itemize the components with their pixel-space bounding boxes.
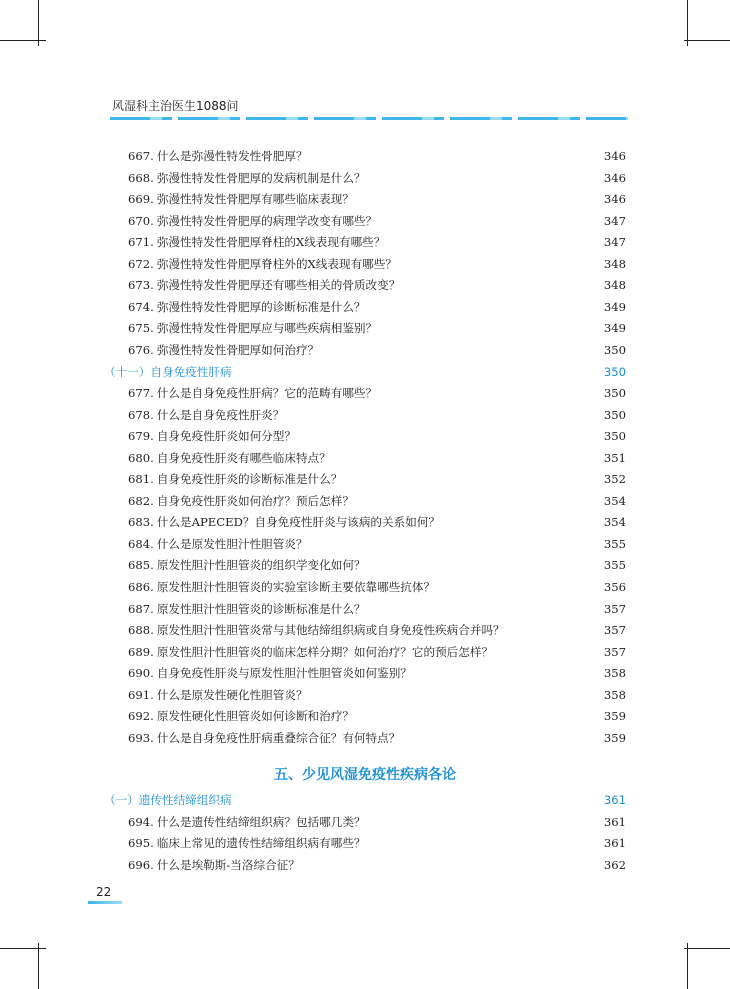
toc-page-number: 352 [603,472,626,487]
toc-section-title: 自身免疫性肝病 [150,364,232,379]
toc-entry-number: 667. [128,149,154,163]
toc-entry-number: 669. [128,192,154,207]
toc-leader-dots [325,340,594,361]
toc-entry-row[interactable] [0,426,730,447]
toc-leader-dots [499,642,594,663]
toc-entry-row[interactable] [0,534,730,555]
toc-entry-title: 什么是自身免疫性肝炎？ [156,407,285,422]
toc-page-number: 358 [603,666,626,681]
toc-page-number: 351 [603,450,626,465]
toc-leader-dots [511,620,594,641]
toc-entry-title: 弥漫性特发性骨肥厚的病理学改变有哪些？ [156,213,378,228]
toc-entry-number: 689. [128,644,154,659]
toc-entry-row[interactable] [0,620,730,641]
toc-entry-number: 692. [128,709,154,724]
toc-entry-row[interactable] [0,512,730,533]
toc-page-number: 359 [603,709,626,724]
toc-leader-dots [290,405,593,426]
toc-entry-number: 696. [128,858,154,873]
toc-section-title: 遗传性结缔组织病 [138,793,232,807]
toc-entry-number: 690. [128,666,154,681]
toc-leader-dots [418,663,594,684]
toc-entry-row[interactable] [0,685,730,706]
toc-page-number: 357 [603,601,626,616]
toc-entry-row[interactable] [0,855,730,876]
toc-entry-title: 临床上常见的遗传性结缔组织病有哪些？ [156,836,366,851]
toc-entry-title: 自身免疫性肝炎与原发性胆汁性胆管炎如何鉴别？ [156,666,412,681]
toc-leader-dots [302,426,594,447]
toc-leader-dots [406,728,594,749]
toc-entry-title: 什么是原发性胆汁性胆管炎？ [156,536,308,551]
page-number: 22 [96,885,112,899]
toc-leader-dots [441,577,594,598]
toc-entry-title: 原发性胆汁性胆管炎常与其他结缔组织病或自身免疫性疾病合并吗？ [156,623,505,638]
toc-page-number: 347 [603,235,626,250]
toc-page-number: 359 [603,730,626,745]
toc-entry-number: 682. [128,493,154,508]
toc-leader-dots [314,534,594,555]
toc-page-number: 349 [603,321,626,336]
toc-entry-title: 弥漫性特发性骨肥厚应与哪些疾病相鉴别？ [156,321,378,336]
toc-entry-title: 自身免疫性肝炎的诊断标准是什么？ [156,472,343,487]
toc-entry-number: 678. [128,407,154,422]
toc-entry-number: 674. [128,299,154,314]
toc-section-number: （一） [104,793,139,807]
toc-page-number: 362 [603,858,626,873]
toc-leader-dots [360,706,594,727]
toc-leader-dots [391,232,593,253]
toc-page-number: 346 [603,170,626,185]
toc-leader-dots [383,211,594,232]
toc-leader-dots [238,362,594,383]
toc-entry-title: 什么是自身免疫性肝病？它的范畴有哪些？ [156,386,378,401]
toc-entry-title: 弥漫性特发性骨肥厚的发病机制是什么？ [156,170,366,185]
toc-entry-title: 什么是埃勒斯-当洛综合征？ [156,858,300,873]
toc-entry-number: 688. [128,623,154,638]
toc-entry-title: 原发性胆汁性胆管炎的临床怎样分期？如何治疗？它的预后怎样？ [156,644,494,659]
toc-entry-row[interactable] [0,232,730,253]
toc-entry-title: 弥漫性特发性骨肥厚有哪些临床表现？ [156,192,354,207]
toc-entry-row[interactable] [0,599,730,620]
toc-entry-row[interactable] [0,189,730,210]
toc-leader-dots [372,833,594,854]
toc-entry-number: 694. [128,814,154,829]
toc-entry-number: 676. [128,342,154,357]
toc-leader-dots [360,491,594,512]
toc-section-number: （十一） [104,364,151,379]
toc-page-number: 361 [603,793,626,807]
toc-entry-number: 668. [128,170,154,185]
toc-entry-title: 弥漫性特发性骨肥厚脊柱外的X线表现有哪些？ [156,256,397,271]
toc-page-number: 355 [603,536,626,551]
toc-entry-number: 671. [128,235,154,250]
toc-leader-dots [360,189,594,210]
toc-entry-title: 什么是APECED？自身免疫性肝炎与该病的关系如何？ [156,515,440,530]
toc-entry-row[interactable] [0,297,730,318]
chapter-heading: 五、少见风湿免疫性疾病各论 [274,767,456,783]
crop-mark-bottom-left-v [38,943,39,989]
crop-mark-top-right-h [684,40,730,41]
toc-entry-number: 670. [128,213,154,228]
toc-leader-dots [337,448,594,469]
toc-page-number: 357 [603,623,626,638]
toc-leader-dots [372,297,594,318]
toc-leader-dots [383,318,594,339]
toc-entry-title: 原发性胆汁性胆管炎的诊断标准是什么？ [156,601,366,616]
toc-page-number: 346 [603,149,626,163]
toc-entry-title: 原发性胆汁性胆管炎的组织学变化如何？ [156,558,366,573]
toc-entry-title: 什么是原发性硬化性胆管炎？ [156,687,308,702]
toc-entry-title: 自身免疫性肝炎有哪些临床特点？ [156,450,331,465]
toc-entry-number: 693. [128,730,154,745]
toc-leader-dots [372,168,594,189]
page-number-bar [88,901,122,904]
toc-entry-number: 679. [128,429,154,444]
toc-entry-title: 自身免疫性肝炎如何治疗？预后怎样？ [156,493,354,508]
toc-entry-row[interactable] [0,555,730,576]
toc-entry-row[interactable] [0,318,730,339]
crop-mark-top-left-h [0,40,46,41]
toc-entry-title: 什么是弥漫性特发性骨肥厚？ [156,149,308,163]
toc-entry-title: 弥漫性特发性骨肥厚如何治疗？ [156,342,320,357]
toc-page-number: 354 [603,493,626,508]
toc-entry-row[interactable] [0,577,730,598]
toc-page-number: 346 [603,192,626,207]
toc-leader-dots [403,254,594,275]
toc-entry-row[interactable] [0,383,730,404]
toc-page-number: 350 [603,429,626,444]
toc-entry-row[interactable] [0,812,730,833]
toc-section-row[interactable] [0,362,730,383]
toc-entry-title: 自身免疫性肝炎如何分型？ [156,429,296,444]
toc-entry-title: 弥漫性特发性骨肥厚还有哪些相关的骨质改变？ [156,278,401,293]
toc-entry-title: 什么是自身免疫性肝病重叠综合征？有何特点？ [156,730,401,745]
toc-page-number: 350 [603,407,626,422]
toc-entry-row[interactable] [0,275,730,296]
toc-page-number: 347 [603,213,626,228]
toc-entry-row[interactable] [0,211,730,232]
toc-leader-dots [383,383,594,404]
toc-page-number: 358 [603,687,626,702]
toc-page-number: 349 [603,299,626,314]
toc-leader-dots [446,512,594,533]
toc-page-number: 350 [603,386,626,401]
toc-page-number: 350 [603,364,626,379]
toc-page-number: 356 [603,580,626,594]
toc-leader-dots [314,146,594,167]
toc-leader-dots [372,599,594,620]
toc-entry-row[interactable] [0,146,730,167]
toc-page-number: 357 [603,644,626,659]
toc-entry-number: 684. [128,536,154,551]
toc-entry-row[interactable] [0,728,730,749]
toc-entry-row[interactable] [0,663,730,684]
toc-entry-title: 弥漫性特发性骨肥厚脊柱的X线表现有哪些？ [156,235,386,250]
toc-entry-row[interactable] [0,168,730,189]
toc-entry-title: 什么是遗传性结缔组织病？包括哪几类？ [156,814,366,829]
toc-page-number: 348 [603,278,626,293]
toc-entry-row[interactable] [0,642,730,663]
toc-entry-number: 680. [128,450,154,465]
toc-entry-number: 687. [128,601,154,616]
toc-entry-row[interactable] [0,491,730,512]
toc-entry-row[interactable] [0,469,730,490]
toc-entry-row[interactable] [0,706,730,727]
toc-entry-row[interactable] [0,405,730,426]
toc-entry-row[interactable] [0,833,730,854]
toc-entry-title: 原发性胆汁性胆管炎的实验室诊断主要依靠哪些抗体？ [156,580,436,594]
toc-entry-row[interactable] [0,254,730,275]
toc-page-number: 355 [603,558,626,573]
toc-entry-number: 675. [128,321,154,336]
toc-entry-number: 681. [128,472,154,487]
toc-leader-dots [406,275,594,296]
toc-leader-dots [306,855,594,876]
toc-page-number: 361 [603,836,626,851]
header-decorative-bar [110,117,628,120]
toc-entry-number: 672. [128,256,154,271]
toc-section-row[interactable] [0,790,730,811]
toc-entry-row[interactable] [0,448,730,469]
toc-leader-dots [372,555,594,576]
toc-page-number: 354 [603,515,626,530]
toc-entry-number: 691. [128,687,154,702]
toc-page-number: 361 [603,814,626,829]
running-header-title: 风湿科主治医生1088问 [112,99,239,113]
toc-entry-number: 686. [128,580,154,594]
toc-entry-number: 683. [128,515,154,530]
toc-entry-number: 673. [128,278,154,293]
toc-leader-dots [348,469,594,490]
toc-leader-dots [314,685,594,706]
toc-entry-row[interactable] [0,340,730,361]
toc-entry-title: 弥漫性特发性骨肥厚的诊断标准是什么？ [156,299,366,314]
crop-mark-bottom-right-h [684,948,730,949]
toc-entry-number: 695. [128,836,154,851]
toc-page-number: 348 [603,256,626,271]
crop-mark-bottom-left-h [0,948,46,949]
toc-entry-title: 原发性硬化性胆管炎如何诊断和治疗？ [156,709,354,724]
toc-page-number: 350 [603,342,626,357]
toc-entry-number: 677. [128,386,154,401]
toc-leader-dots [238,790,594,811]
crop-mark-bottom-right-v [687,943,688,989]
toc-leader-dots [372,812,594,833]
toc-entry-number: 685. [128,558,154,573]
